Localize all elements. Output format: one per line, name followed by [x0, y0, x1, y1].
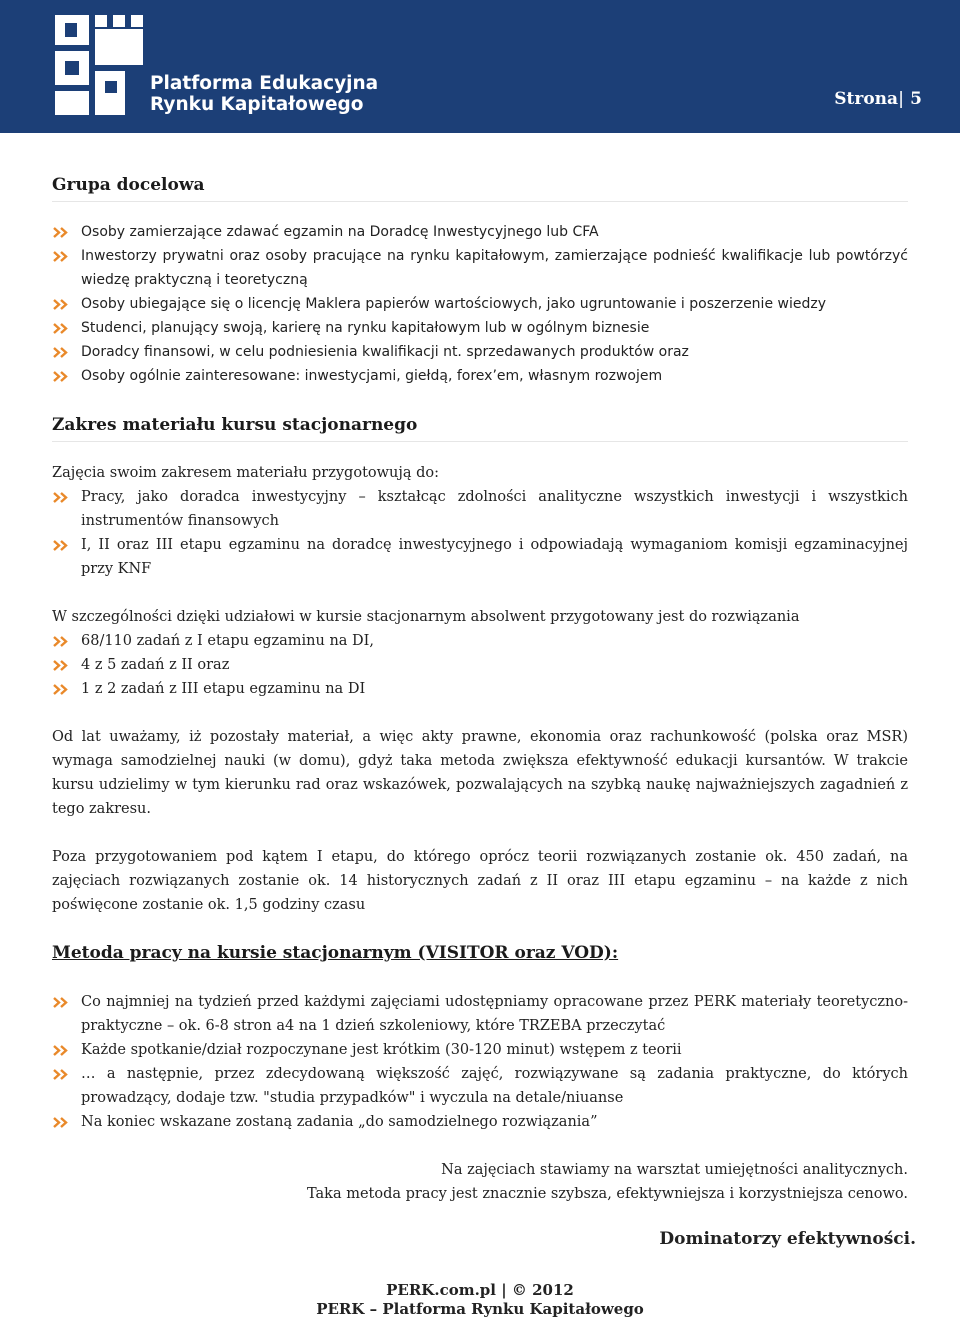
list-item-text: 1 z 2 zadań z III etapu egzaminu na DI [81, 681, 366, 697]
list-item [52, 244, 908, 292]
list-item-text: Studenci, planujący swoją, karierę na rynku kapitałowym lub w ogólnym biznesie [81, 320, 650, 336]
double-chevron-icon [53, 1069, 71, 1080]
footer-line-1: PERK.com.pl | © 2012 [386, 1281, 574, 1299]
list-item [52, 316, 908, 340]
list-item [52, 485, 908, 533]
list-item [52, 1110, 908, 1134]
scope-intro: Zajęcia swoim zakresem materiału przygotowują do: [52, 465, 440, 481]
list-item-text: Osoby zamierzające zdawać egzamin na Doradcę Inwestycyjnego lub CFA [81, 224, 599, 240]
list-item-text: Na koniec wskazane zostaną zadania „do samodzielnego rozwiązania” [81, 1114, 598, 1130]
double-chevron-icon [53, 684, 71, 695]
section-heading-method [52, 943, 908, 969]
method-heading-text: Metoda pracy na kursie stacjonarnym (VISITOR oraz VOD): [52, 943, 619, 963]
list-item [52, 340, 908, 364]
platform-logo-icon [55, 15, 147, 115]
double-chevron-icon [53, 371, 71, 382]
list-item-text: Doradcy finansowi, w celu podniesienia kwalifikacji nt. sprzedawanych produktów oraz [81, 344, 689, 360]
double-chevron-icon [53, 492, 71, 503]
scope-list [52, 485, 908, 581]
exam-tasks-list [52, 629, 908, 701]
list-item-text: Każde spotkanie/dział rozpoczynane jest krótkim (30-120 minut) wstępem z teorii [81, 1042, 682, 1058]
list-item [52, 677, 908, 701]
list-item-text: Inwestorzy prywatni oraz osoby pracujące na rynku kapitałowym, zamierzające podnieść kwalifikacje lub powtórzyć wiedzę praktyczną i teoretyczną [81, 248, 908, 288]
double-chevron-icon [53, 997, 71, 1008]
page-number-value: 5 [910, 89, 922, 109]
list-item [52, 990, 908, 1038]
list-item [52, 1062, 908, 1110]
list-item [52, 653, 908, 677]
double-chevron-icon [53, 323, 71, 334]
list-item [52, 533, 908, 581]
list-item [52, 220, 908, 244]
double-chevron-icon [53, 1045, 71, 1056]
list-item [52, 629, 908, 653]
double-chevron-icon [53, 1117, 71, 1128]
double-chevron-icon [53, 540, 71, 551]
scope-paragraph-1: W szczególności dzięki udziałowi w kursie stacjonarnym absolwent przygotowany jest do rozwiązania [52, 609, 800, 625]
scope-paragraph-3: Poza przygotowaniem pod kątem I etapu, do którego oprócz teorii rozwiązanych zostanie ok. 450 zadań, na zajęciach rozwiązanych zostanie ok. 14 historycznych zadań z II oraz III etapu egzaminu – na każde z nich poświęcone zostanie ok. 1,5 godziny czasu [52, 849, 908, 913]
list-item-text: 68/110 zadań z I etapu egzaminu na DI, [81, 633, 375, 649]
closing-line-2: Taka metoda pracy jest znacznie szybsza, efektywniejsza i korzystniejsza cenowo. [306, 1186, 908, 1202]
double-chevron-icon [53, 299, 71, 310]
list-item [52, 364, 908, 388]
logo-line-2: Rynku Kapitałowego [150, 94, 364, 115]
double-chevron-icon [53, 227, 71, 238]
list-item [52, 292, 908, 316]
list-item-text: Pracy, jako doradca inwestycyjny – kształcąc zdolności analityczne wszystkich inwestycji i wszystkich instrumentów finansowych [81, 489, 908, 529]
page-number: Strona| 5 [834, 89, 922, 109]
section-heading-course-scope: Zakres materiału kursu stacjonarnego [52, 415, 908, 442]
list-item-text: Osoby ubiegające się o licencję Maklera papierów wartościowych, jako ugruntowanie i poszerzenie wiedzy [81, 296, 826, 312]
list-item-text: … a następnie, przez zdecydowaną większość zajęć, rozwiązywane są zadania praktyczne, do których prowadzący, dodaje tzw. "studia przypadków" i wyczula na detale/niuanse [81, 1066, 908, 1106]
list-item [52, 1038, 908, 1062]
closing-line-1: Na zajęciach stawiamy na warsztat umiejętności analitycznych. [441, 1162, 908, 1178]
target-group-list [52, 220, 908, 388]
list-item-text: 4 z 5 zadań z II oraz [81, 657, 230, 673]
list-item-text: I, II oraz III etapu egzaminu na doradcę inwestycyjnego i odpowiadają wymaganiom komisji egzaminacyjnej przy KNF [81, 537, 908, 577]
logo-line-1: Platforma Edukacyjna [150, 73, 379, 94]
double-chevron-icon [53, 660, 71, 671]
double-chevron-icon [53, 347, 71, 358]
list-item-text: Co najmniej na tydzień przed każdymi zajęciami udostępniamy opracowane przez PERK materiały teoretyczno-praktyczne – ok. 6-8 stron a4 na 1 dzień szkoleniowy, które TRZEBA przeczytać [81, 994, 908, 1034]
double-chevron-icon [53, 636, 71, 647]
page-header [0, 0, 960, 133]
logo-wordmark [150, 73, 378, 115]
scope-paragraph-2: Od lat uważamy, iż pozostały materiał, a więc akty prawne, ekonomia oraz rachunkowość (polska oraz MSR) wymaga samodzielnej nauki (w domu), gdyż taka metoda zwiększa efektywność edukacji kursantów. W trakcie kursu udzielimy w tym kierunku rad oraz wskazówek, pozwalających na szybką naukę najważniejszych zagadnień z tego zakresu. [52, 729, 908, 817]
section-heading-target-group: Grupa docelowa [52, 175, 908, 202]
double-chevron-icon [53, 251, 71, 262]
footer-line-2: PERK – Platforma Rynku Kapitałowego [316, 1300, 644, 1318]
slogan: Dominatorzy efektywności. [659, 1229, 916, 1249]
page-label: Strona [834, 89, 899, 109]
list-item-text: Osoby ogólnie zainteresowane: inwestycjami, giełdą, forex’em, własnym rozwojem [81, 368, 663, 384]
method-list [52, 990, 908, 1134]
